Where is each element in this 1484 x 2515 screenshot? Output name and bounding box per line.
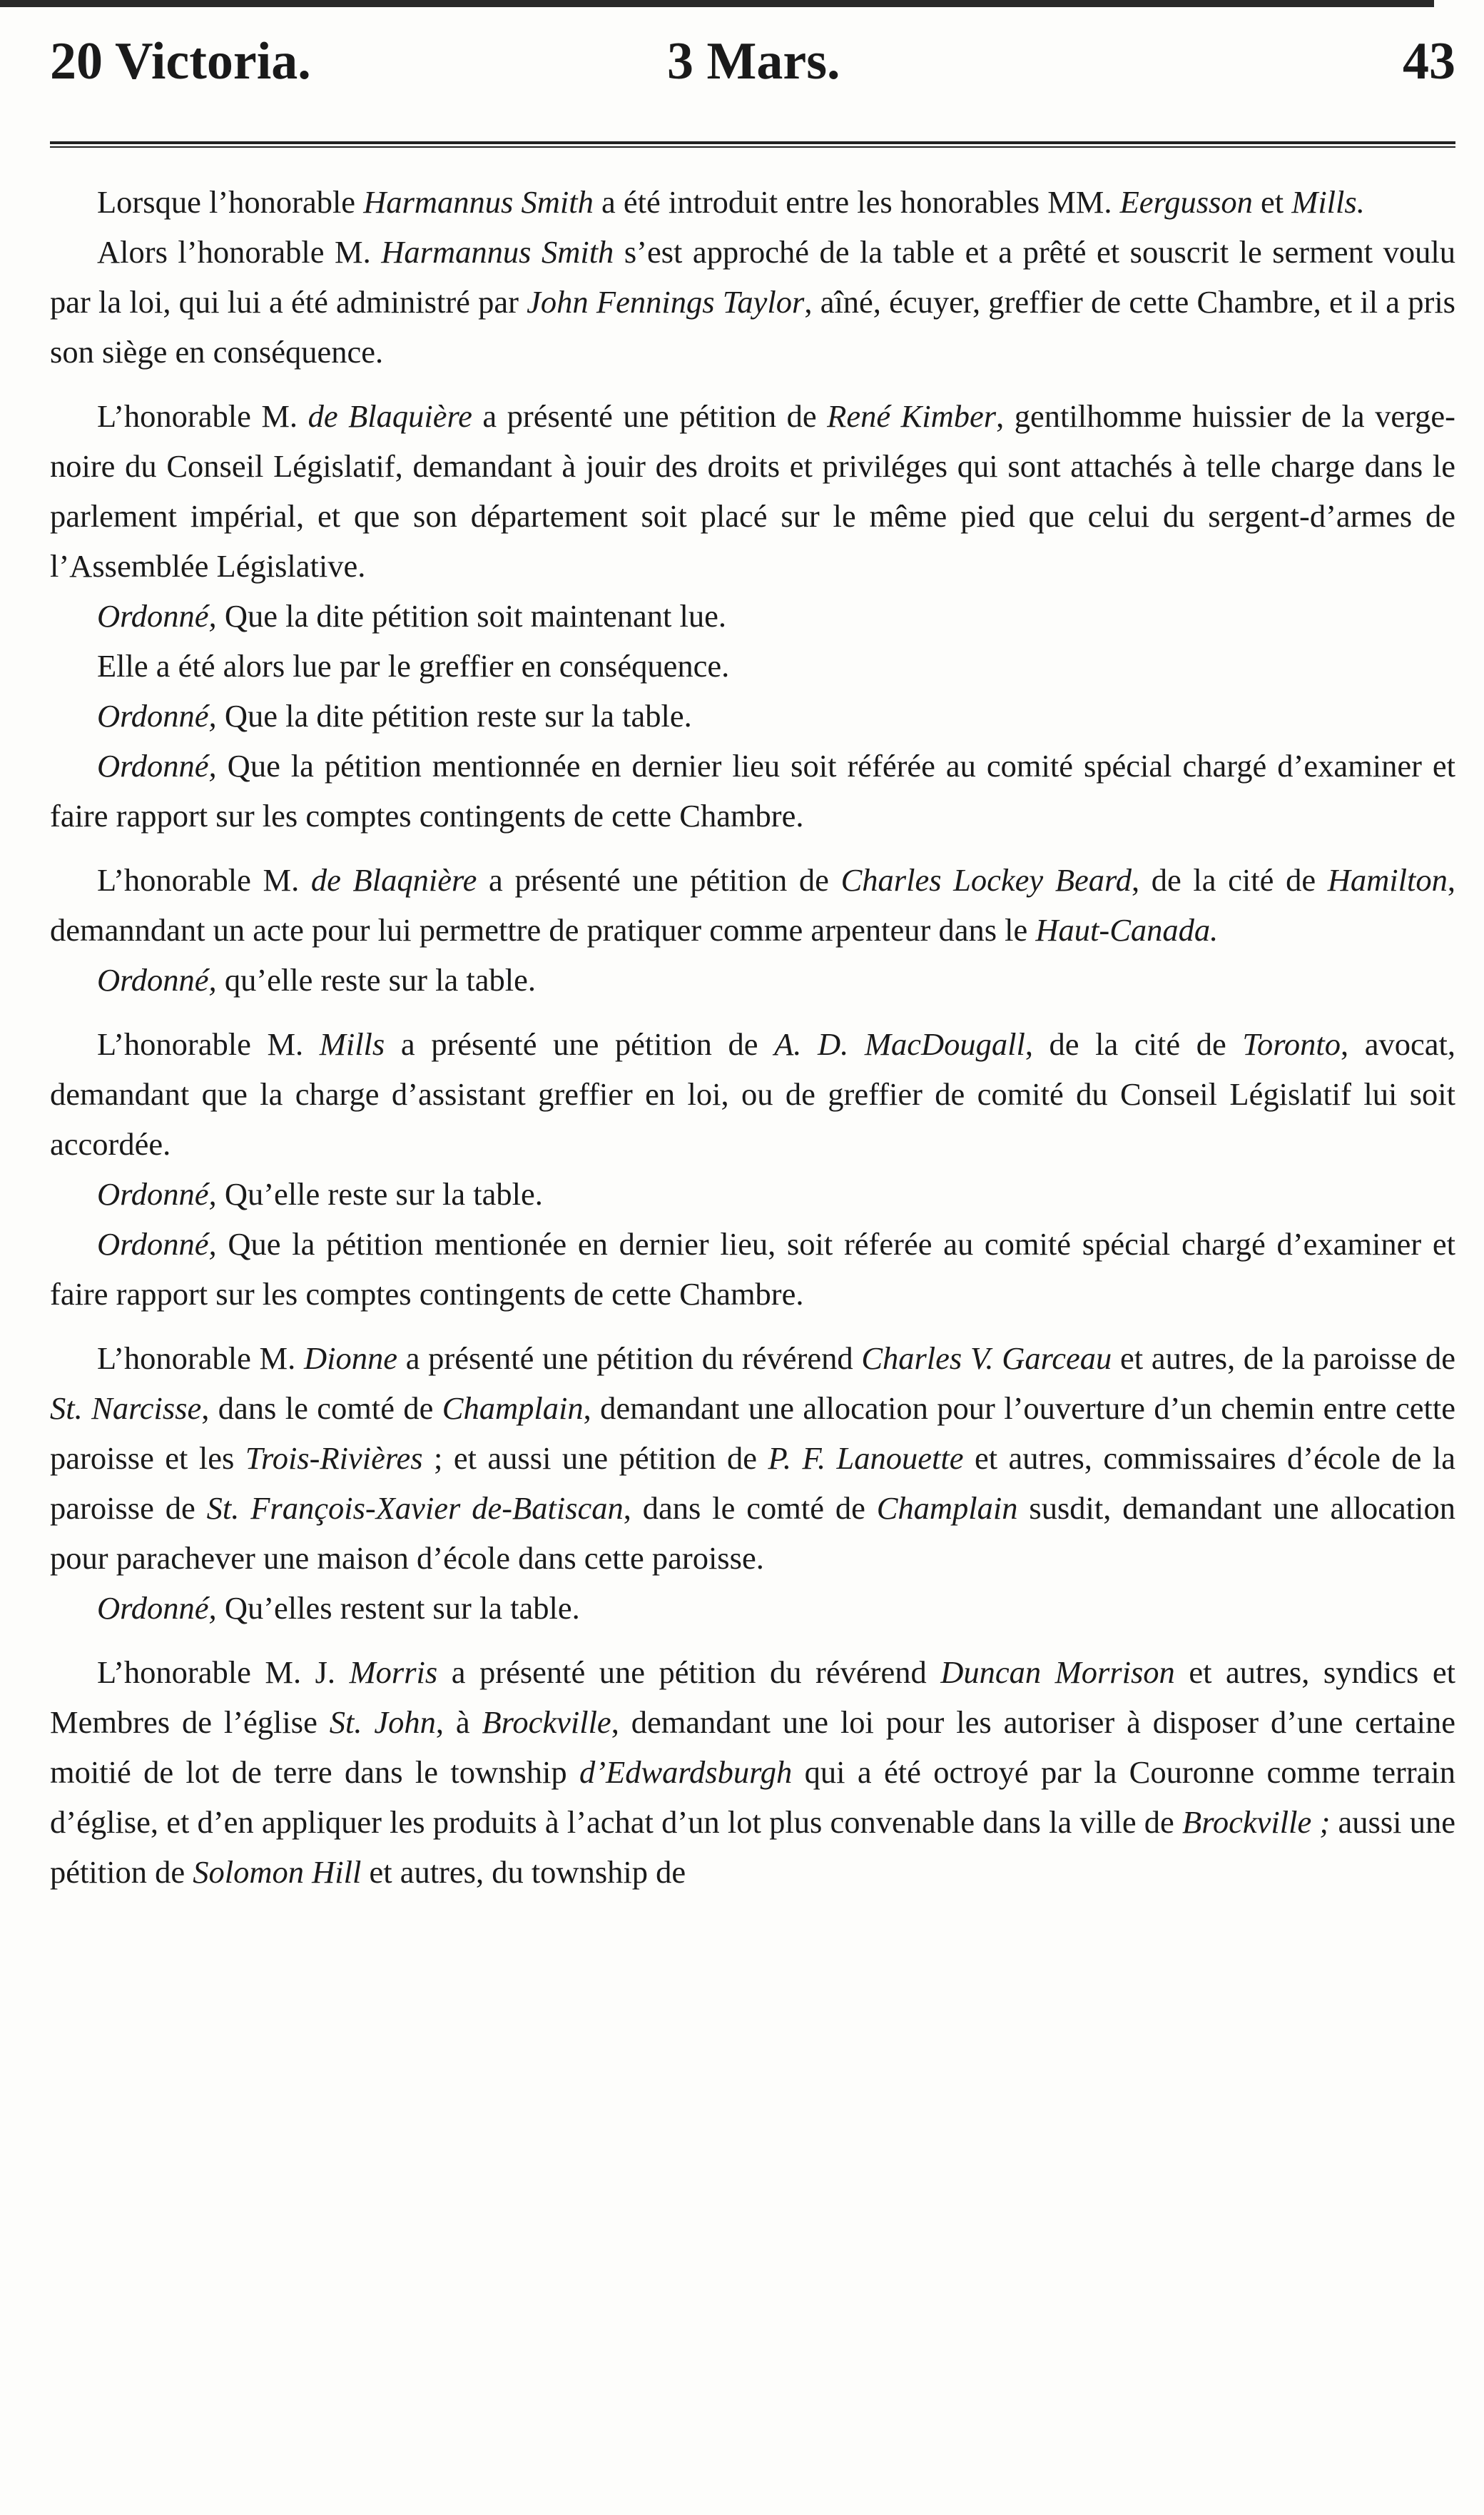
- text-run: aussi une pétition de: [50, 1804, 1455, 1890]
- italic-text: Harmannus Smith: [363, 184, 594, 220]
- text-run: Alors l’honorable M.: [97, 234, 382, 270]
- paragraph: [50, 955, 1455, 1005]
- italic-text: Duncan Morrison: [940, 1654, 1175, 1690]
- text-run: et: [1252, 184, 1292, 220]
- text-run: Que la pétition mentionnée en dernier lieu soit référée au comité spécial chargé d’examiner et faire rapport sur les comptes contingents de cette Chambre.: [50, 748, 1455, 834]
- italic-text: de Blaquière: [308, 398, 472, 434]
- text-run: a présenté une pétition du révérend: [437, 1654, 941, 1690]
- text-run: Que la dite pétition reste sur la table.: [216, 698, 692, 734]
- paragraph: [50, 391, 1455, 591]
- text-run: Qu’elle reste sur la table.: [216, 1176, 543, 1212]
- italic-text: Champlain: [442, 1390, 584, 1426]
- text-run: , dans le comté de: [201, 1390, 442, 1426]
- text-run: , demanndant un acte pour lui permettre de pratiquer comme arpenteur dans le: [50, 862, 1455, 948]
- text-run: qu’elle reste sur la table.: [216, 962, 536, 998]
- italic-text: Harmannus Smith: [381, 234, 614, 270]
- text-run: Que la dite pétition soit maintenant lue.: [216, 598, 726, 634]
- italic-text: Ordonné,: [97, 1176, 217, 1212]
- italic-text: de Blaqnière: [310, 862, 477, 898]
- text-run: , avocat, demandant que la charge d’assistant greffier en loi, ou de greffier de comité du Conseil Législatif lui soit accordée.: [50, 1026, 1455, 1162]
- italic-text: René Kimber: [827, 398, 997, 434]
- text-run: et autres, de la paroisse de: [1112, 1340, 1455, 1376]
- text-run: et autres, du township de: [361, 1854, 686, 1890]
- text-run: , de la cité de: [1025, 1026, 1243, 1062]
- page-header: [50, 31, 1455, 96]
- italic-text: Ordonné,: [97, 598, 217, 634]
- text-run: a présenté une pétition de: [477, 862, 841, 898]
- text-run: a été introduit entre les honorables MM.: [593, 184, 1120, 220]
- italic-text: Mills: [319, 1026, 385, 1062]
- paragraph: [50, 227, 1455, 377]
- text-run: a présenté une pétition du révérend: [397, 1340, 862, 1376]
- italic-text: Trois-Rivières: [245, 1440, 423, 1476]
- body-text: [50, 177, 1455, 1897]
- italic-text: Eergusson: [1119, 184, 1253, 220]
- text-run: Lorsque l’honorable: [97, 184, 364, 220]
- text-run: Qu’elles restent sur la table.: [216, 1590, 580, 1626]
- paragraph: [50, 1019, 1455, 1169]
- text-run: a présenté une pétition de: [385, 1026, 775, 1062]
- page-number: 43: [1403, 32, 1455, 91]
- paragraph: [50, 591, 1455, 641]
- text-run: Que la pétition mentionée en dernier lieu, soit réferée au comité spécial chargé d’examiner et faire rapport sur les comptes contingents de cette Chambre.: [50, 1226, 1455, 1312]
- header-regnal-year: 20 Victoria.: [50, 32, 311, 91]
- italic-text: Morris: [349, 1654, 438, 1690]
- paragraph: [50, 1219, 1455, 1319]
- paragraph: [50, 1169, 1455, 1219]
- text-run: susdit, demandant une allocation pour parachever une maison d’école dans cette paroisse.: [50, 1490, 1455, 1576]
- journal-page: [50, 0, 1455, 2515]
- header-rule: [50, 141, 1455, 148]
- text-run: Elle a été alors lue par le greffier en conséquence.: [97, 648, 730, 684]
- italic-text: Ordonné,: [97, 962, 217, 998]
- text-run: L’honorable M.: [97, 1026, 320, 1062]
- paragraph: [50, 741, 1455, 841]
- paragraph: [50, 691, 1455, 741]
- italic-text: Hamilton: [1327, 862, 1448, 898]
- text-run: , dans le comté de: [623, 1490, 877, 1526]
- italic-text: A. D. MacDougall: [774, 1026, 1025, 1062]
- italic-text: Charles Lockey Beard: [840, 862, 1132, 898]
- italic-text: Solomon Hill: [193, 1854, 362, 1890]
- text-run: , demandant une loi pour les autoriser à disposer d’une certaine moitié de lot de terre dans le township: [50, 1704, 1455, 1790]
- header-date: 3 Mars.: [667, 32, 840, 91]
- paragraph: [50, 1333, 1455, 1583]
- italic-text: Ordonné,: [97, 1590, 217, 1626]
- text-run: , aîné, écuyer, greffier de cette Chambre, et il a pris son siège en conséquence.: [50, 284, 1456, 370]
- text-run: , de la cité de: [1131, 862, 1328, 898]
- italic-text: Champlain: [876, 1490, 1018, 1526]
- italic-text: Ordonné,: [97, 748, 217, 784]
- italic-text: d’Edwardsburgh: [579, 1754, 793, 1790]
- paragraph: [50, 1647, 1455, 1897]
- text-run: et autres, syndics et Membres de l’église: [50, 1654, 1455, 1740]
- italic-text: Brockville ;: [1182, 1804, 1331, 1840]
- text-run: , demandant une allocation pour l’ouverture d’un chemin entre cette paroisse et les: [50, 1390, 1455, 1476]
- italic-text: St. François-Xavier de-Batiscan: [206, 1490, 624, 1526]
- italic-text: Brockville: [482, 1704, 611, 1740]
- italic-text: John Fennings Taylor: [527, 284, 805, 320]
- text-run: qui a été octroyé par la Couronne comme terrain d’église, et d’en appliquer les produits à l’achat d’un lot plus convenable dans la ville de: [50, 1754, 1455, 1840]
- text-run: , à: [435, 1704, 482, 1740]
- text-run: , gentilhomme huissier de la verge-noire du Conseil Législatif, demandant à jouir des droits et priviléges qui sont attachés à telle charge dans le parlement impérial, et que son département soit placé sur le même pied que celui du sergent-d’armes de l’Assemblée Législative.: [50, 398, 1455, 584]
- italic-text: Ordonné,: [97, 698, 217, 734]
- text-run: L’honorable M.: [97, 862, 311, 898]
- paragraph: [50, 641, 1455, 691]
- paragraph: [50, 855, 1455, 955]
- italic-text: Mills.: [1291, 184, 1365, 220]
- italic-text: Charles V. Garceau: [861, 1340, 1112, 1376]
- text-run: L’honorable M. J.: [97, 1654, 350, 1690]
- paragraph: [50, 177, 1455, 227]
- text-run: ; et aussi une pétition de: [422, 1440, 768, 1476]
- text-run: a présenté une pétition de: [472, 398, 828, 434]
- italic-text: St. John: [329, 1704, 436, 1740]
- italic-text: P. F. Lanouette: [768, 1440, 964, 1476]
- italic-text: Ordonné,: [97, 1226, 217, 1262]
- italic-text: Haut-Canada.: [1035, 912, 1219, 948]
- text-run: L’honorable M.: [97, 398, 308, 434]
- paragraph: [50, 1583, 1455, 1633]
- text-run: et autres, commissaires d’école de la paroisse de: [50, 1440, 1455, 1526]
- italic-text: St. Narcisse: [50, 1390, 202, 1426]
- italic-text: Dionne: [303, 1340, 397, 1376]
- text-run: L’honorable M.: [97, 1340, 304, 1376]
- text-run: s’est approché de la table et a prêté et souscrit le serment voulu par la loi, qui lui a été administré par: [50, 234, 1455, 320]
- italic-text: Toronto: [1242, 1026, 1341, 1062]
